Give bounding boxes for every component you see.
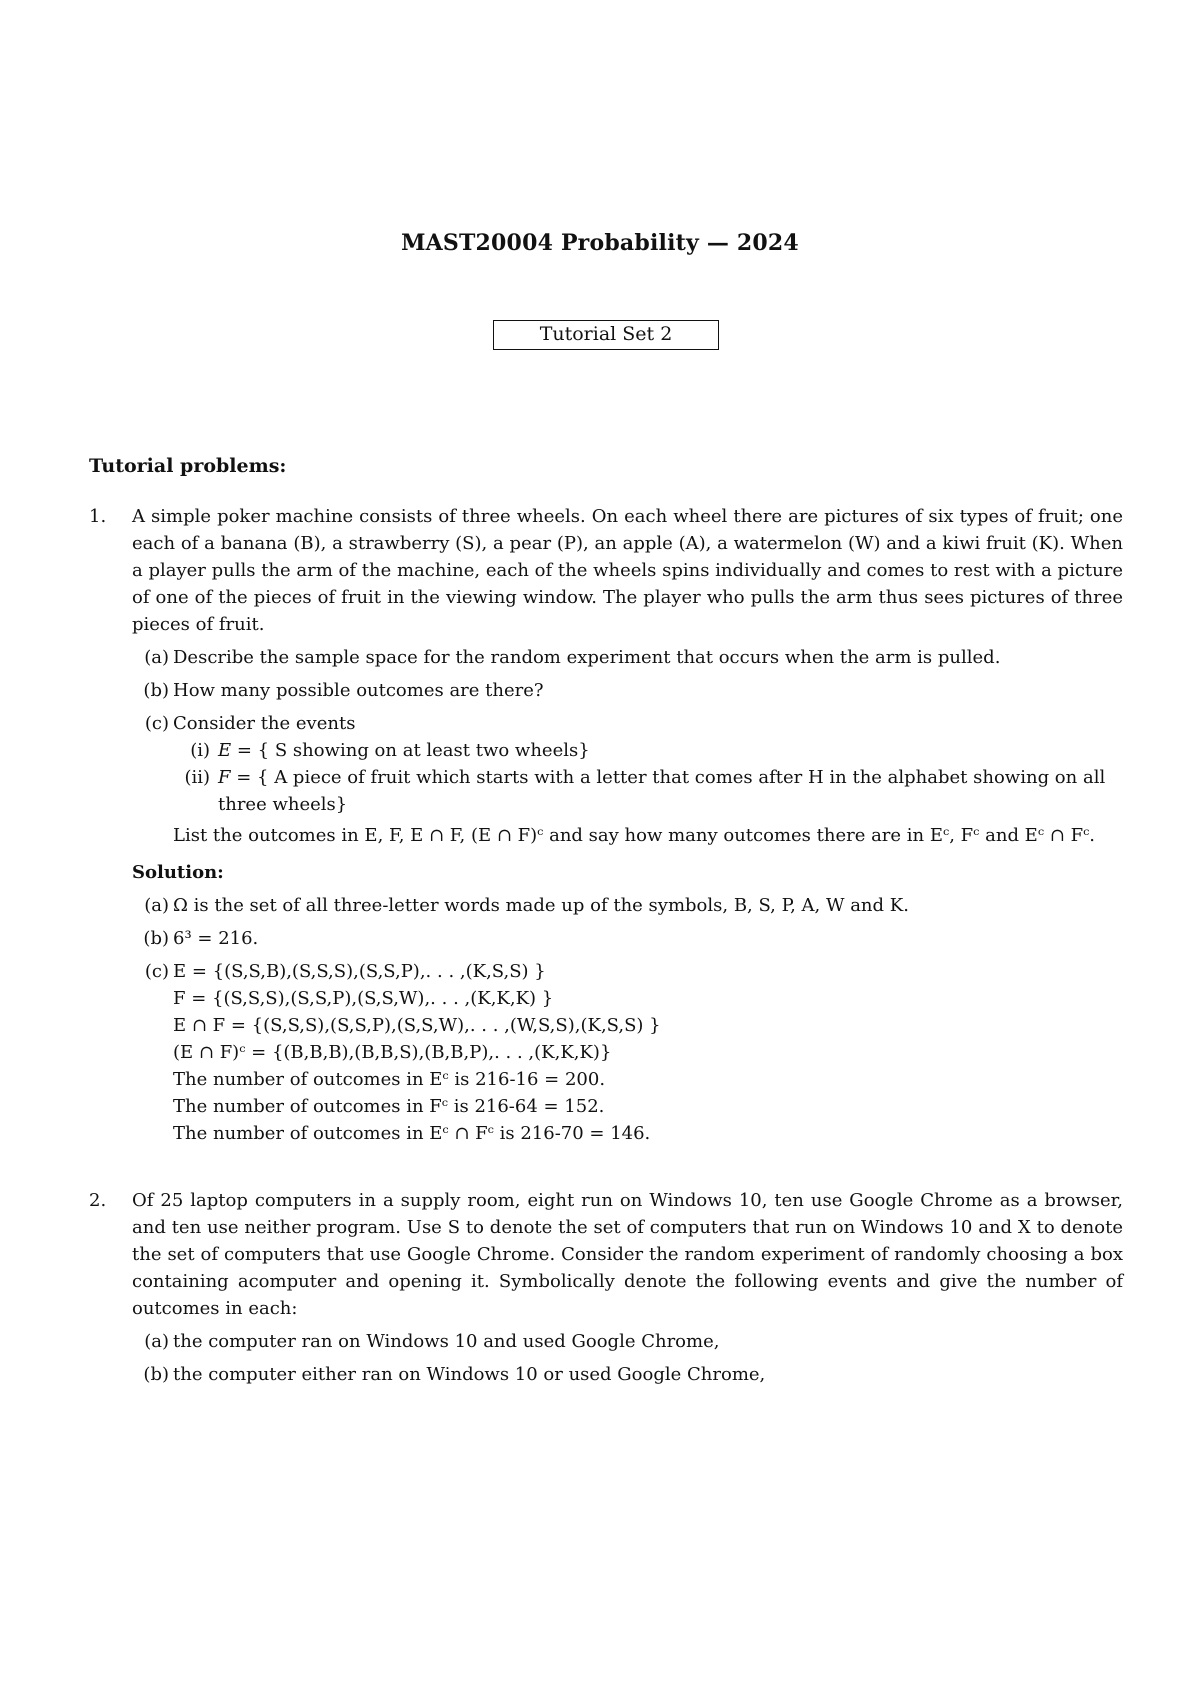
event-text: = { A piece of fruit which starts with a letter that comes after H in the alphabet showing on all three wheels} [218, 767, 1106, 815]
part-text: Consider the events [173, 713, 356, 734]
part-label: (a) [144, 647, 169, 668]
document-title: MAST20004 Probability — 2024 [401, 230, 799, 256]
part-label: (a) [144, 1331, 169, 1352]
problem-text: A simple poker machine consists of three wheels. On each wheel there are pictures of six types of fruit; one each of a banana (B), a strawberry (S), a pear (P), an apple (A), a watermelon (W) and a kiwi fruit (K). When a player pulls the arm of the machine, each of the wheels spins individually and comes to rest with a picture of one of the pieces of fruit in the viewing window. The player who pulls the arm thus sees pictures of three pieces of fruit. [132, 506, 1123, 635]
part-label: (a) [144, 895, 169, 916]
part-label: (c) [144, 961, 169, 982]
part-c [132, 710, 1123, 849]
spacer [89, 1147, 1123, 1187]
tutorial-set-box: Tutorial Set 2 [493, 320, 719, 350]
part-body [173, 710, 1123, 849]
solution-text: 6³ = 216. [173, 928, 259, 949]
part-text: How many possible outcomes are there? [173, 680, 544, 701]
solution-lines [173, 958, 1123, 1147]
part-label: (b) [143, 1364, 169, 1385]
part-text: the computer either ran on Windows 10 or used Google Chrome, [173, 1364, 766, 1385]
problem-1 [89, 503, 1123, 1147]
solution-line: F = {(S,S,S),(S,S,P),(S,S,W),. . . ,(K,K,K) } [173, 988, 554, 1009]
part-text: the computer ran on Windows 10 and used Google Chrome, [173, 1331, 720, 1352]
part-label: (b) [143, 928, 169, 949]
solution-heading: Solution: [132, 862, 224, 883]
event-i [173, 737, 1123, 764]
event-definition [218, 764, 1123, 818]
solution-line: (E ∩ F)ᶜ = {(B,B,B),(B,B,S),(B,B,P),. . . ,(K,K,K)} [173, 1042, 612, 1063]
event-definition [218, 737, 590, 764]
roman-label: (i) [190, 740, 210, 761]
solution-c [132, 958, 1123, 1147]
part-a [132, 644, 1123, 671]
problem-number: 2. [89, 1190, 107, 1211]
roman-label: (ii) [184, 767, 210, 788]
part-label: (b) [143, 680, 169, 701]
part-b [132, 677, 1123, 704]
solution-line: The number of outcomes in Eᶜ is 216-16 = 200. [173, 1069, 606, 1090]
solution-a [132, 892, 1123, 919]
part-a [132, 1328, 1123, 1355]
problem-body [132, 503, 1123, 1147]
part-label: (c) [144, 713, 169, 734]
event-text: = { S showing on at least two wheels} [231, 740, 590, 761]
list-instruction: List the outcomes in E, F, E ∩ F, (E ∩ F)ᶜ and say how many outcomes there are in Eᶜ, Fᶜ and Eᶜ ∩ Fᶜ. [173, 825, 1096, 846]
part-b [132, 1361, 1123, 1388]
event-variable: F [218, 767, 231, 788]
solution-text: Ω is the set of all three-letter words made up of the symbols, B, S, P, A, W and K. [173, 895, 909, 916]
problem-number: 1. [89, 506, 107, 527]
event-ii [173, 764, 1123, 818]
problems-content [89, 503, 1123, 1388]
solution-line: The number of outcomes in Fᶜ is 216-64 = 152. [173, 1096, 605, 1117]
solution-b [132, 925, 1123, 952]
problem-text: Of 25 laptop computers in a supply room, eight run on Windows 10, ten use Google Chrome as a browser, and ten use neither program. Use S to denote the set of computers that run on Windows 10 and X to denote the set of computers that use Google Chrome. Consider the random experiment of randomly choosing a box containing acomputer and opening it. Symbolically denote the following events and give the number of outcomes in each: [132, 1190, 1123, 1319]
problem-2 [89, 1187, 1123, 1388]
part-text: Describe the sample space for the random experiment that occurs when the arm is pulled. [173, 647, 1001, 668]
problem-body [132, 1187, 1123, 1388]
solution-line: E = {(S,S,B),(S,S,S),(S,S,P),. . . ,(K,S,S) } [173, 961, 546, 982]
section-heading: Tutorial problems: [89, 455, 287, 477]
solution-line: The number of outcomes in Eᶜ ∩ Fᶜ is 216-70 = 146. [173, 1123, 651, 1144]
event-variable: E [218, 740, 232, 761]
solution-line: E ∩ F = {(S,S,S),(S,S,P),(S,S,W),. . . ,(W,S,S),(K,S,S) } [173, 1015, 661, 1036]
